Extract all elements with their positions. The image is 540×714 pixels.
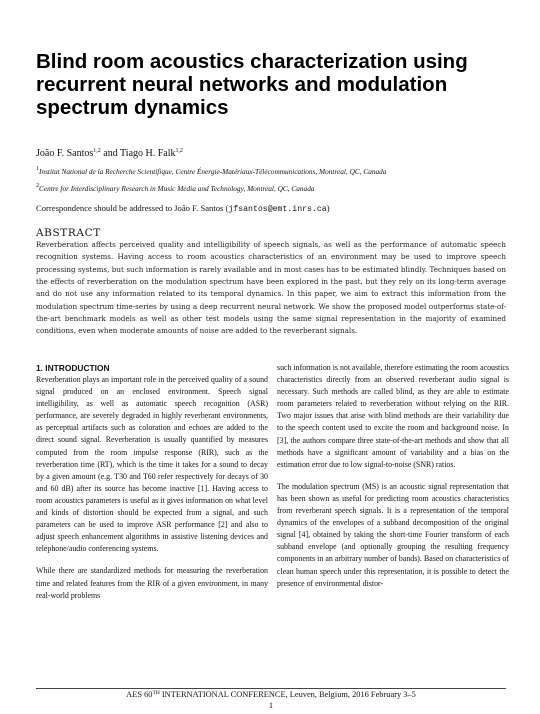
affiliation-2: [36, 184, 526, 193]
affiliation-1: [36, 167, 526, 176]
author-list: [36, 148, 506, 160]
paragraph: Reverberation plays an important role in the perceived quality of a sound signal produced on an enclosed environment. Speech signal intelligibility, as well as automatic speech recognition (ASR) performance, are severely degraded in highly reverberant environments, as perceptual artifacts such as coloration and echoes are added to the direct sound signal. Reverberation is usually quantified by measures computed from the room impulse response (RIR), such as the reverberation time (RT), which is the time it takes for a sound to decay by a given amount (e.g. T30 and T60 refer respectively for decays of 30 and 60 dB) after its source has become inactive [1]. Having access to room acoustics parameters is useful as it gives information on what level and kinds of distortion should be expected from a signal, and such parameters can be used to improve ASR performance [2] and also to adjust speech enhancement algorithms in assistive listening devices and telephone/audio conferencing systems.: [36, 375, 268, 554]
conference-footer: [36, 689, 506, 700]
affiliation-text: Centre for Interdisciplinary Research in Music Media and Technology, Montreal, QC, Canada: [39, 184, 315, 193]
affiliation-number: 2: [36, 183, 39, 189]
abstract-body: Reverberation affects perceived quality and intelligibility of speech signals, as well as the performance of automatic speech recognition systems. Having access to room acoustics characteristics of an environment may be used to improve speech processing systems, but such information is rarely available and in most cases has to be estimated blindly. Techniques based on the effects of reverberation on the modulation spectrum have been explored in the past, but they rely on its long-term average and do not use any information related to its temporal dynamics. In this paper, we aim to extract this information from the modulation spectrum time-series by using a deep recurrent neural network. We show the proposed model outperforms state-of-the-art benchmark models as well as other test models using the same signal representation in the majority of examined conditions, even when moderate amounts of noise are added to the reverberant signals.: [36, 240, 506, 336]
paragraph: such information is not available, therefore estimating the room acoustics characteristics directly from an observed reverberant audio signal is necessary. Such methods are called blind, as they are able to estimate room parameters related to reverberation without relying on the RIR. Two major issues that arise with blind methods are their variability due to the speech content used to excite the room and background noise. In [3], the authors compare three state-of-the-art methods and show that all methods have a significant amount of variability and a bias on the estimation error due to low signal-to-noise (SNR) ratios.: [277, 363, 509, 469]
paragraph: The modulation spectrum (MS) is an acoustic signal representation that has been shown as useful for predicting room acoustics characteristics from reverberant speech signals. It is a representation of the temporal dynamics of the envelopes of a subband decomposition of the original signal [4], obtained by taking the short-time Fourier transform of each subband envelope (and optionally grouping the resulting frequency components in an arbitrary number of bands). Based on characteristics of clean human speech under this representation, it is possible to detect the presence of environmental distor-: [277, 481, 509, 588]
affiliation-number: 1: [36, 166, 39, 172]
section-heading: 1. INTRODUCTION: [36, 363, 110, 373]
footer-ordinal: TH: [152, 690, 160, 696]
author-affiliation-marker: 1,2: [93, 148, 101, 154]
correspondence-text: Correspondence should be addressed to João F. Santos (: [36, 203, 229, 213]
page-number: 1: [268, 701, 274, 710]
abstract-heading: ABSTRACT: [36, 227, 101, 239]
correspondence-email[interactable]: jfsantos@emt.inrs.ca: [228, 205, 327, 214]
author-affiliation-marker: 1,2: [175, 148, 184, 154]
correspondence-line: [36, 203, 516, 215]
footer-text-post: INTERNATIONAL CONFERENCE, Leuven, Belgium, 2016 February 3–5: [159, 690, 416, 699]
author-joiner: and: [100, 148, 121, 159]
footer-text-pre: AES 60: [126, 690, 153, 699]
author-name: João F. Santos: [36, 148, 94, 159]
affiliation-text: Institut National de la Recherche Scientifique, Centre Énergie-Matériaux-Télécommunications, Montreal, QC, Canada: [39, 167, 387, 176]
left-column: [36, 374, 268, 602]
paper-title: Blind room acoustics characterization using recurrent neural networks and modulation spectrum dynamics: [36, 50, 468, 119]
paragraph: While there are standardized methods for measuring the reverberation time and related features from the RIR of a given environment, in many real-world problems: [36, 566, 268, 600]
author-name: Tiago H. Falk: [120, 148, 176, 159]
right-column: [277, 362, 509, 590]
correspondence-close: ): [326, 203, 330, 213]
